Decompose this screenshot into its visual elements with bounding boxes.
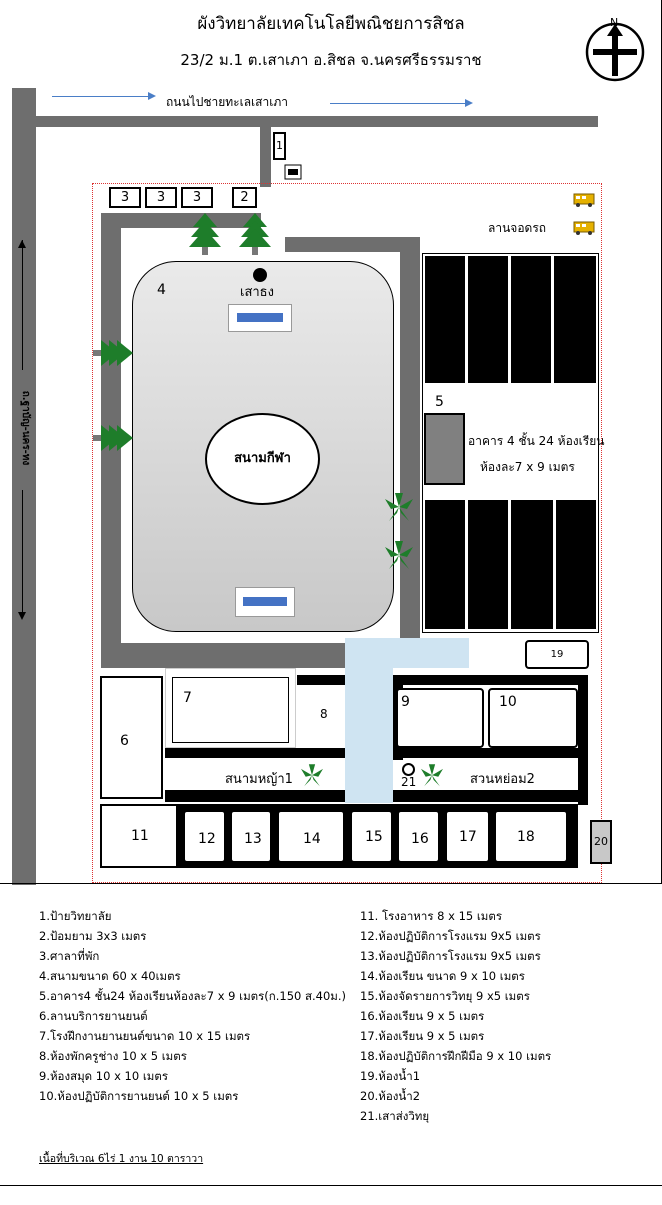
legend-item: 18.ห้องปฏิบัติการฝึกฝีมือ 9 x 10 เมตร [360, 1049, 552, 1063]
hotel-lab-13-number: 13 [244, 831, 262, 847]
college-sign: 1 [273, 132, 286, 160]
side-road [12, 88, 36, 885]
guardhouse: 2 [232, 187, 257, 208]
restroom-1: 19 [525, 640, 589, 669]
east-wall [578, 675, 588, 805]
classroom-block [425, 500, 465, 629]
arrow-head-icon [465, 99, 473, 107]
parking-label: ลานจอดรถ [488, 221, 547, 235]
legend-item: 10.ห้องปฏิบัติการยานยนต์ 10 x 5 เมตร [39, 1089, 239, 1103]
library-wall [393, 675, 583, 685]
palm-tree-icon [385, 541, 413, 575]
legend-item: 7.โรงฝึกงานยานยนต์ขนาด 10 x 15 เมตร [39, 1029, 251, 1043]
goal-top [228, 304, 292, 332]
legend-item: 14.ห้องเรียน ขนาด 9 x 10 เมตร [360, 969, 525, 983]
legend-item: 5.อาคาร4 ชั้น24 ห้องเรียนห้องละ7 x 9 เมตร(ก.150 ส.40ม.) [39, 989, 347, 1003]
hotel-lab-12-number: 12 [198, 831, 216, 847]
legend-item: 20.ห้องน้ำ2 [360, 1089, 421, 1103]
goal-bottom [235, 587, 295, 617]
arrow-down-icon [18, 612, 26, 620]
lawn-wall-bottom [165, 790, 345, 802]
palm-tree-icon [421, 764, 443, 792]
entrance-road [260, 127, 271, 187]
palm-tree-icon [301, 764, 323, 792]
legend-item: 2.ป้อมยาม 3x3 เมตร [39, 929, 147, 943]
legend-item: 8.ห้องพักครูช่าง 10 x 5 เมตร [39, 1049, 187, 1063]
service-area-6 [100, 676, 163, 799]
legend-item: 1.ป้ายวิทยาลัย [39, 909, 112, 923]
auto-lab-10-number: 10 [499, 694, 517, 710]
building-5-label-line2: ห้องละ7 x 9 เมตร [480, 460, 575, 474]
side-road-arrow-bottom [22, 490, 23, 615]
field-number: 4 [157, 282, 166, 298]
building-5-number: 5 [435, 394, 444, 410]
classroom-block [425, 256, 465, 383]
restroom-2: 20 [590, 820, 612, 864]
map-separator [0, 883, 662, 884]
legend-item: 6.ลานบริการยานยนต์ [39, 1009, 148, 1023]
garden-2-label: สวนหย่อม2 [470, 772, 535, 787]
road-arrow-left [52, 96, 152, 97]
library-9-number: 9 [401, 694, 410, 710]
flagpole-label: เสาธง [240, 285, 274, 300]
legend-item: 9.ห้องสมุด 10 x 10 เมตร [39, 1069, 168, 1083]
area-6-number: 6 [120, 733, 129, 749]
canteen-11-number: 11 [131, 828, 149, 844]
classroom-16-number: 16 [411, 831, 429, 847]
legend-item: 16.ห้องเรียน 9 x 5 เมตร [360, 1009, 485, 1023]
stairwell [424, 413, 465, 485]
legend-item: 17.ห้องเรียน 9 x 5 เมตร [360, 1029, 485, 1043]
side-road-label: ถ.ฐาบัญ-นคร-ทง [20, 390, 31, 466]
classroom-14-number: 14 [303, 831, 321, 847]
pine-tree-icon [238, 213, 272, 261]
wall-top-left [101, 213, 261, 228]
map-address: 23/2 ม.1 ต.เสาเภา อ.สิชล จ.นครศรีธรรมราช [180, 51, 482, 69]
legend-item: 3.ศาลาที่พัก [39, 949, 100, 963]
bottom-border [0, 1185, 662, 1186]
lawn-wall-top [165, 748, 345, 758]
side-road-arrow-top [22, 240, 23, 370]
classroom-block [556, 500, 596, 629]
classroom-block [554, 256, 596, 383]
pavilion: 3 [145, 187, 177, 208]
road-arrow-right [330, 103, 465, 104]
workshop-7 [172, 677, 289, 743]
classroom-block [511, 256, 551, 383]
room-8-number: 8 [320, 707, 328, 721]
building-8-wall [297, 675, 345, 685]
workshop-7-number: 7 [183, 690, 192, 706]
legend-item: 11. โรงอาหาร 8 x 15 เมตร [360, 909, 503, 923]
bus-icon [573, 192, 595, 212]
tree-left-icon [93, 338, 135, 372]
pavilion: 3 [181, 187, 213, 208]
garden-wall-top [393, 748, 583, 758]
beach-road-label: ถนนไปชายทะเลเสาเภา [166, 95, 288, 109]
tree-left-icon [93, 423, 135, 457]
legend-item: 12.ห้องปฏิบัติการโรงแรม 9x5 เมตร [360, 929, 541, 943]
skills-lab-18-number: 18 [517, 829, 535, 845]
classroom-block [511, 500, 553, 629]
guard-booth-icon [284, 161, 302, 183]
legend-item: 15.ห้องจัดรายการวิทยุ 9 x5 เมตร [360, 989, 530, 1003]
walkway-vertical [345, 668, 393, 803]
palm-tree-icon [385, 493, 413, 527]
legend-item: 21.เสาส่งวิทยุ [360, 1109, 430, 1123]
arrow-head-icon [148, 92, 156, 100]
land-area-note: เนื้อที่บริเวณ 6ไร่ 1 งาน 10 ตาราวา [39, 1153, 204, 1165]
building-5-label-line1: อาคาร 4 ชั้น 24 ห้องเรียน [468, 434, 605, 448]
pavilion: 3 [109, 187, 141, 208]
wall-bottom [101, 643, 345, 668]
radio-tower-number: 21 [401, 775, 417, 789]
legend-item: 13.ห้องปฏิบัติการโรงแรม 9x5 เมตร [360, 949, 541, 963]
classroom-17-number: 17 [459, 829, 477, 845]
classroom-block [468, 256, 508, 383]
wall-right [400, 237, 420, 643]
legend-right [360, 906, 650, 1126]
garden-wall-bottom [393, 790, 583, 802]
flagpole-icon [253, 268, 267, 282]
compass-north-label: N [610, 16, 619, 29]
legend-item: 4.สนามขนาด 60 x 40เมตร [39, 969, 181, 983]
classroom-block [468, 500, 508, 629]
legend-left [39, 906, 369, 1106]
arrow-up-icon [18, 240, 26, 248]
beach-road [36, 116, 598, 127]
stadium-label: สนามกีฬา [234, 451, 291, 466]
lawn-1-label: สนามหญ้า1 [225, 772, 293, 787]
legend-item: 19.ห้องน้ำ1 [360, 1069, 421, 1083]
pine-tree-icon [188, 213, 222, 261]
radio-studio-15-number: 15 [365, 829, 383, 845]
walkway-top [345, 638, 469, 668]
map-title: ผังวิทยาลัยเทคโนโลยีพณิชยการสิชล [197, 14, 465, 34]
bus-icon [573, 220, 595, 240]
